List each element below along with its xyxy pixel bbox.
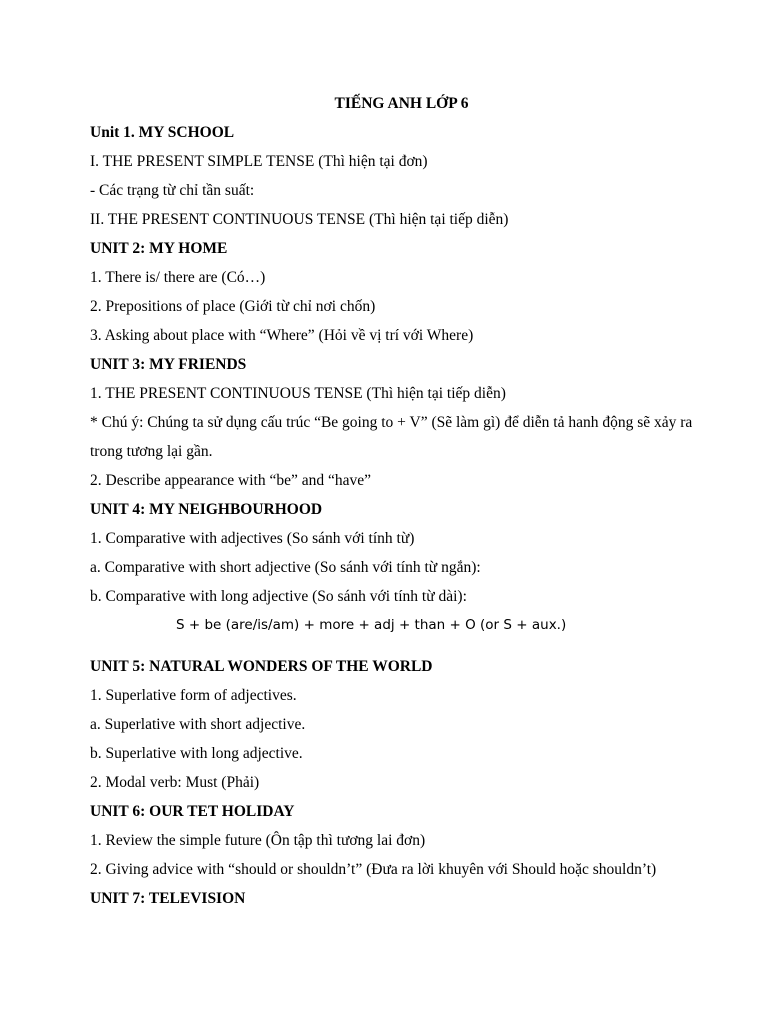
unit-5-item: 2. Modal verb: Must (Phải) [90, 774, 260, 791]
unit-2-heading: UNIT 2: MY HOME [90, 240, 228, 257]
document-title: TIẾNG ANH LỚP 6 [334, 95, 469, 112]
unit-6-heading: UNIT 6: OUR TET HOLIDAY [90, 803, 295, 820]
unit-4-heading: UNIT 4: MY NEIGHBOURHOOD [90, 501, 323, 518]
comparative-formula: S + be (are/is/am) + more + adj + than + O (or S + aux.) [176, 617, 567, 633]
unit-4-item: 1. Comparative with adjectives (So sánh với tính từ) [90, 530, 415, 547]
document-page [90, 89, 710, 913]
unit-5-item: b. Superlative with long adjective. [90, 745, 303, 762]
unit-7-heading: UNIT 7: TELEVISION [90, 890, 246, 907]
unit-3-heading: UNIT 3: MY FRIENDS [90, 356, 247, 373]
unit-6-item: 2. Giving advice with “should or shouldn’t” (Đưa ra lời khuyên với Should hoặc shouldn’t) [90, 861, 657, 878]
unit-6-item: 1. Review the simple future (Ôn tập thì tương lai đơn) [90, 832, 426, 849]
unit-1-heading: Unit 1. MY SCHOOL [90, 124, 235, 141]
unit-1-item: II. THE PRESENT CONTINUOUS TENSE (Thì hiện tại tiếp diễn) [90, 211, 509, 228]
unit-5-heading: UNIT 5: NATURAL WONDERS OF THE WORLD [90, 658, 433, 675]
unit-5-item: 1. Superlative form of adjectives. [90, 687, 297, 704]
unit-2-item: 2. Prepositions of place (Giới từ chỉ nơi chốn) [90, 298, 376, 315]
unit-3-item: 1. THE PRESENT CONTINUOUS TENSE (Thì hiện tại tiếp diễn) [90, 385, 506, 402]
unit-4-item: b. Comparative with long adjective (So sánh với tính từ dài): [90, 588, 467, 605]
unit-2-item: 1. There is/ there are (Có…) [90, 269, 266, 286]
unit-3-item: 2. Describe appearance with “be” and “have” [90, 472, 371, 489]
unit-4-item: a. Comparative with short adjective (So sánh với tính từ ngắn): [90, 559, 481, 576]
unit-1-item: - Các trạng từ chỉ tần suất: [90, 182, 255, 199]
unit-2-item: 3. Asking about place with “Where” (Hỏi về vị trí với Where) [90, 327, 474, 344]
unit-3-note: * Chú ý: Chúng ta sử dụng cấu trúc “Be going to + V” (Sẽ làm gì) để diễn tả hanh động sẽ xảy ra trong tương lại gần. [90, 414, 693, 460]
unit-5-item: a. Superlative with short adjective. [90, 716, 306, 733]
unit-1-item: I. THE PRESENT SIMPLE TENSE (Thì hiện tại đơn) [90, 153, 428, 170]
